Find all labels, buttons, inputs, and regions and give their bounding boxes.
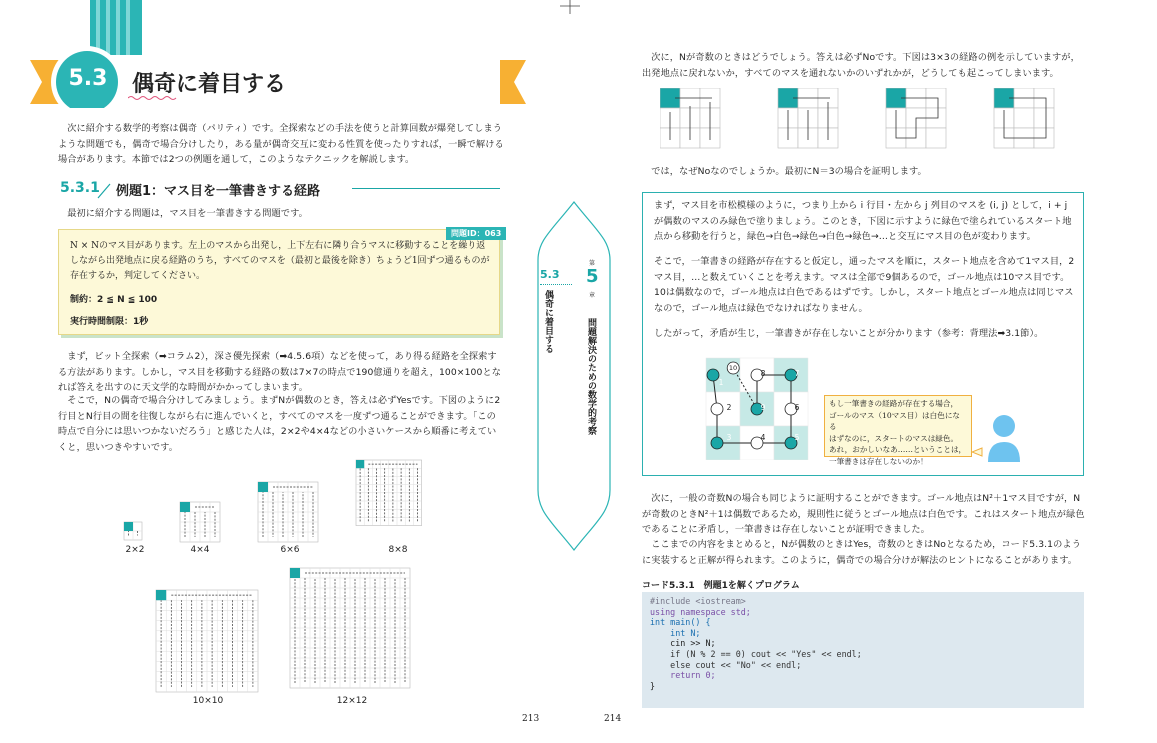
problem-constraint: 制約：2 ≦ N ≦ 100 [70,295,158,305]
tab-chapter-prefix: 第 [589,260,596,267]
grid-label-8x8: 8×8 [388,545,408,555]
speech-line: 一筆書きは存在しないのか！ [829,456,928,466]
code-line-5: int N; [650,627,701,638]
code-line-8: else cout << "No" << endl; [650,659,802,670]
code-title: コード5.3.1 例題1を解くプログラム [642,581,800,591]
code-block [642,592,1084,708]
speech-bubble [824,395,972,466]
crop-mark-top [560,0,580,14]
node-label-1: 1 [718,378,724,387]
start-cell [258,482,268,492]
start-cell [356,460,364,468]
even-grid-diagrams [0,450,520,700]
proof-paragraph-2: そこで，一筆書きの経路が存在すると仮定し，通ったマスを順に，スタート地点を含めて1マス目，2マス目，…と数えていくことを考えます。マスは全部で9個あるので，ゴール地点は10マス目です。10は偶数なので，ゴール地点は白色であるはずです。しかし，スタート地点とゴール地点は同じマスなので，ゴール地点は緑色でなければなりません。 [654,256,1075,314]
odd-grid-cell [1014,108,1034,128]
node-label-2: 2 [726,403,732,412]
problem-text: N × Nのマス目があります。左上のマスから出発し，上下左右に隣り合うマスに移動することを繰り返しながら出発地点に戻る経路のうち，すべてのマスを（最初と最後を除き）ちょうど1回ずつ通るものが存在するか，判定してください。 [70,241,490,281]
subsection-slash [96,182,114,200]
node-label-5: 5 [794,433,800,442]
code-line-2: using namespace std; [650,606,751,617]
intro-paragraph: 次に紹介する数学的考察は偶奇（パリティ）です。全探索などの手法を使うと計算回数が爆発してしまうような問題でも，偶奇で場合分けしたり，ある量が偶奇交互に変わる性質を使ったりすれば，一瞬で解ける場合があります。本節では2つの例題を通して，このようなテクニックを解説します。 [58,123,504,165]
code-line-4: int main() { [650,617,711,628]
tab-chapter-number: 5 [586,266,599,287]
grid-label-12x12: 12×12 [336,696,368,706]
problem-id-badge: 問題ID：063 [446,227,506,240]
section-title: 偶奇に着目する [132,72,287,97]
subsection-rule [352,188,500,189]
code-line-10: } [650,680,656,691]
start-cell [290,568,300,578]
path-node [711,403,723,415]
problem-time-limit: 実行時間制限：1秒 [70,317,149,327]
grid-label-4x4: 4×4 [190,545,210,555]
node-label-3: 3 [726,433,732,442]
page-number-left: 213 [522,714,540,724]
paragraph-why-no: では，なぜNoなのでしょうか。最初にN＝3の場合を証明します。 [651,166,927,177]
subsection-intro: 最初に紹介する問題は，マス目を一筆書きする問題です。 [67,208,308,219]
node-label-4: 4 [760,433,766,442]
paragraph-summary: ここまでの内容をまとめると，Nが偶数のときはYes，奇数のときはNoとなるため，コード5.3.1のように実装すると正解が得られます。このように，偶奇での場合分けが解法のヒントになることがあります。 [642,539,1081,566]
code-line-9: return 0; [650,670,716,681]
node-label-7: 7 [794,369,800,378]
subsection-title: 例題1：マス目を一筆書きする経路 [116,184,321,199]
odd-grid-examples [660,88,1080,154]
node-label-8: 8 [760,369,766,378]
tab-section-rule [540,284,572,285]
start-cell [180,502,190,512]
speech-line: ゴールのマス（10マス目）は白色になる [829,410,961,432]
speech-line: あれ，おかしいなあ……ということは， [829,445,967,455]
grid-label-6x6: 6×6 [280,545,300,555]
tab-chapter-suffix: 章 [589,292,596,299]
start-cell [124,522,133,531]
speech-line: もし一筆書きの経路が存在する場合， [829,399,959,408]
title-underline [128,95,180,101]
node-label-6: 6 [794,403,800,412]
proof-paragraph-3: したがって，矛盾が生じ，一筆書きが存在しないことが分かります（参考：背理法➡3.1節）。 [654,328,1044,339]
grid-label-2x2: 2×2 [125,545,145,555]
section-number: 5.3 [68,66,108,91]
subsection-number: 5.3.1 [60,180,100,196]
code-line-6: cin >> N; [650,638,716,649]
code-line-1: #include <iostream> [650,596,746,606]
speech-line: はずなのに，スタートのマスは緑色。 [829,433,959,443]
odd-grid-cell [926,128,946,148]
node-label-10: 10 [728,364,738,372]
page-number-right: 214 [604,714,622,724]
grid-label-10x10: 10×10 [192,696,224,706]
path-node [711,437,723,449]
tab-section-label: 偶奇に着目する [543,290,553,353]
chapter-tab-outline [534,200,614,552]
tab-section-number: 5.3 [540,268,560,281]
code-line-7: if (N % 2 == 0) cout << "Yes" << endl; [650,648,862,659]
node-label-9: 9 [760,403,766,412]
start-cell [156,590,166,600]
person-icon [972,408,1024,464]
paragraph-brute-force: まず，ビット全探索（➡コラム2），深さ優先探索（➡4.5.6項）などを使って，あり得る経路を全探索する方法があります。しかし，マス目を移動する経路の数は7×7の時点で190億通りを超え，100×100となれば答えを出すのに天文学的な時間がかかってしまいます。 [58,351,502,393]
tab-chapter-title: 問題解決のための数学的考察 [586,318,596,435]
odd-grid-cell [1034,108,1054,128]
paragraph-even-case: そこで，Nの偶奇で場合分けしてみましょう。まずNが偶数のとき，答えは必ずYesです。下図のように2行目とN行目の間を往復しながら右に進んでいくと，すべてのマスを一度ずつ通ることができます。「この時点で自分には思いつかないだろう」と感じた人は，2×2や4×4などの小さいケースから順番に考えていくと，思いつきやすいです。 [58,395,501,453]
paragraph-odd-case: 次に，Nが奇数のときはどうでしょう。答えは必ずNoです。下図は3×3の経路の例を示していますが，出発地点に戻れないか，すべてのマスを通れないかのいずれかが，どうしても起こってしまいます。 [642,52,1080,79]
proof-paragraph-1: まず，マス目を市松模様のように，つまり上から i 行目・左から j 列目のマスを (i, j) として，i + j が偶数のマスのみ緑色で塗りましょう。このとき，下図に示すように緑色で塗られているスタート地点から移動を行うと，緑色→白色→緑色→白色→緑色→…と交互にマス目の色が変わります。 [654,200,1072,242]
paragraph-general-odd: 次に，一般の奇数Nの場合も同じように証明することができます。ゴール地点はN²＋1マス目ですが，Nが奇数のときN²＋1は偶数であるため，規則性に従うとゴール地点は白色です。これはスタート地点が緑色であることに矛盾し，一筆書きは存在しないことが証明できました。 [642,493,1085,535]
